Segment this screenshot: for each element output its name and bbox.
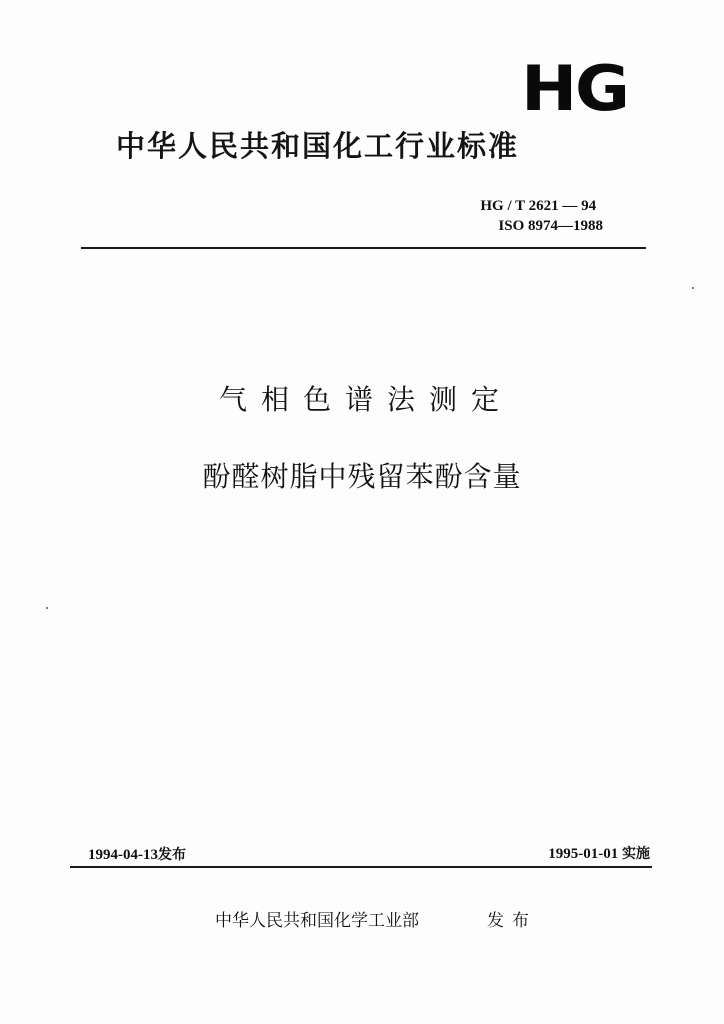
implementation-date [548, 843, 650, 863]
issue-date [88, 844, 186, 864]
issue-date-label: 发布 [158, 847, 186, 863]
implementation-date-label: 实施 [622, 846, 650, 862]
publish-label: 发布 [487, 911, 537, 931]
document-title-line-1: 气相色谱法测定 [218, 383, 513, 416]
standard-category-title: 中华人民共和国化工行业标准 [116, 129, 520, 163]
scan-speck [692, 287, 694, 289]
scan-speck [46, 607, 48, 609]
iso-code: ISO 8974—1988 [498, 218, 603, 234]
document-title-line-2: 酚醛树脂中残留苯酚含量 [202, 460, 522, 493]
issue-date-value: 1994-04-13 [88, 847, 158, 863]
bottom-divider [70, 866, 652, 868]
standard-codes [480, 196, 603, 236]
implementation-date-value: 1995-01-01 [548, 846, 619, 862]
standard-code: HG / T 2621 — 94 [480, 198, 597, 214]
publisher-name: 中华人民共和国化学工业部 [215, 911, 419, 931]
hg-logo: HG [521, 52, 628, 125]
top-divider [81, 247, 646, 249]
